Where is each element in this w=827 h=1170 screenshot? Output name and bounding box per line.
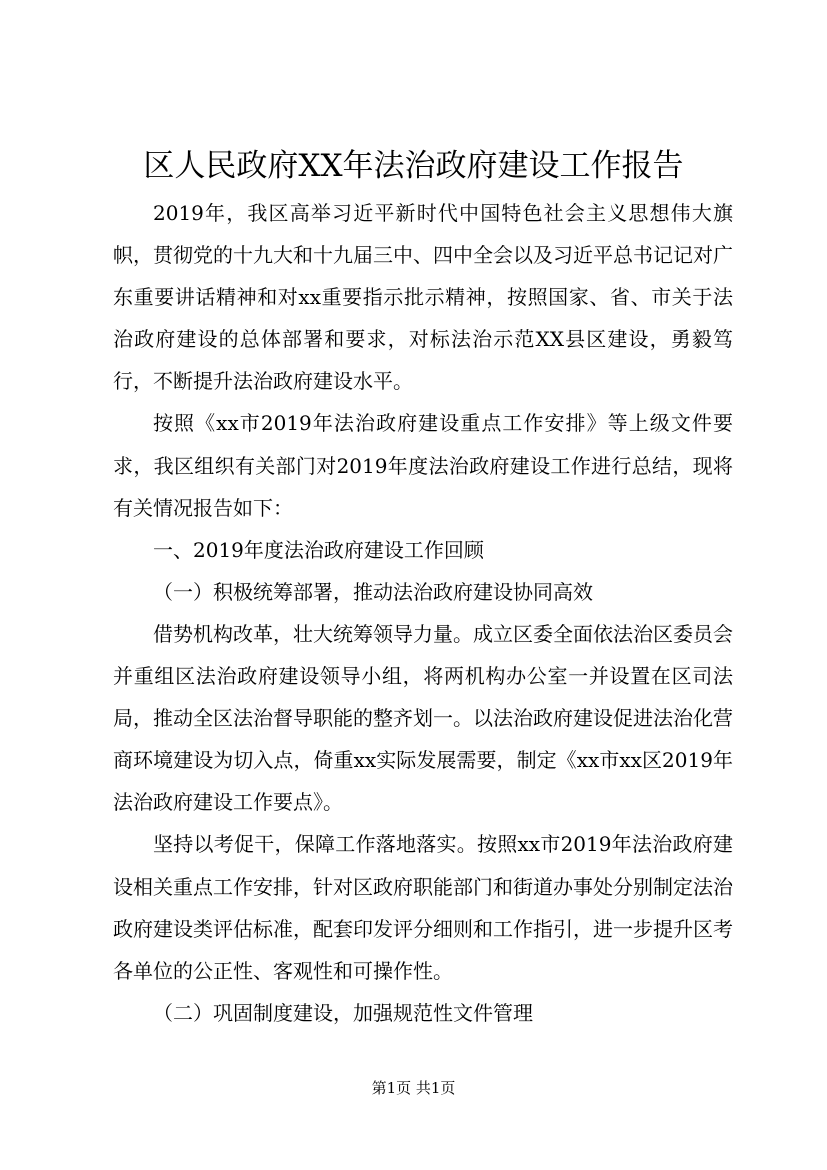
page-footer: 第1页 共1页	[371, 1079, 456, 1097]
paragraph-basis: 按照《xx市2019年法治政府建设重点工作安排》等上级文件要求，我区组织有关部门对2019年度法治政府建设工作进行总结，现将有关情况报告如下：	[113, 411, 733, 520]
subsection-heading-1: （一）积极统筹部署，推动法治政府建设协同高效	[153, 579, 593, 604]
paragraph-assessment: 坚持以考促干，保障工作落地落实。按照xx市2019年法治政府建设相关重点工作安排，针对区政府职能部门和街道办事处分别制定法治政府建设类评估标准，配套印发评分细则和工作指引，进一步提升区考各单位的公正性、客观性和可操作性。	[113, 832, 733, 983]
section-heading-1: 一、2019年度法治政府建设工作回顾	[153, 537, 484, 562]
document-title: 区人民政府XX年法治政府建设工作报告	[143, 148, 684, 184]
paragraph-institutional-reform: 借势机构改革，壮大统筹领导力量。成立区委全面依法治区委员会并重组区法治政府建设领导小组，将两机构办公室一并设置在区司法局，推动全区法治督导职能的整齐划一。以法治政府建设促进法治化营商环境建设为切入点，倚重xx实际发展需要，制定《xx市xx区2019年法治政府建设工作要点》。	[113, 621, 733, 815]
subsection-heading-2: （二）巩固制度建设，加强规范性文件管理	[153, 1000, 533, 1025]
paragraph-intro: 2019年，我区高举习近平新时代中国特色社会主义思想伟大旗帜，贯彻党的十九大和十九届三中、四中全会以及习近平总书记记对广东重要讲话精神和对xx重要指示批示精神，按照国家、省、市关于法治政府建设的总体部署和要求，对标法治示范XX县区建设，勇毅笃行，不断提升法治政府建设水平。	[113, 201, 733, 394]
document-body	[113, 192, 733, 1034]
